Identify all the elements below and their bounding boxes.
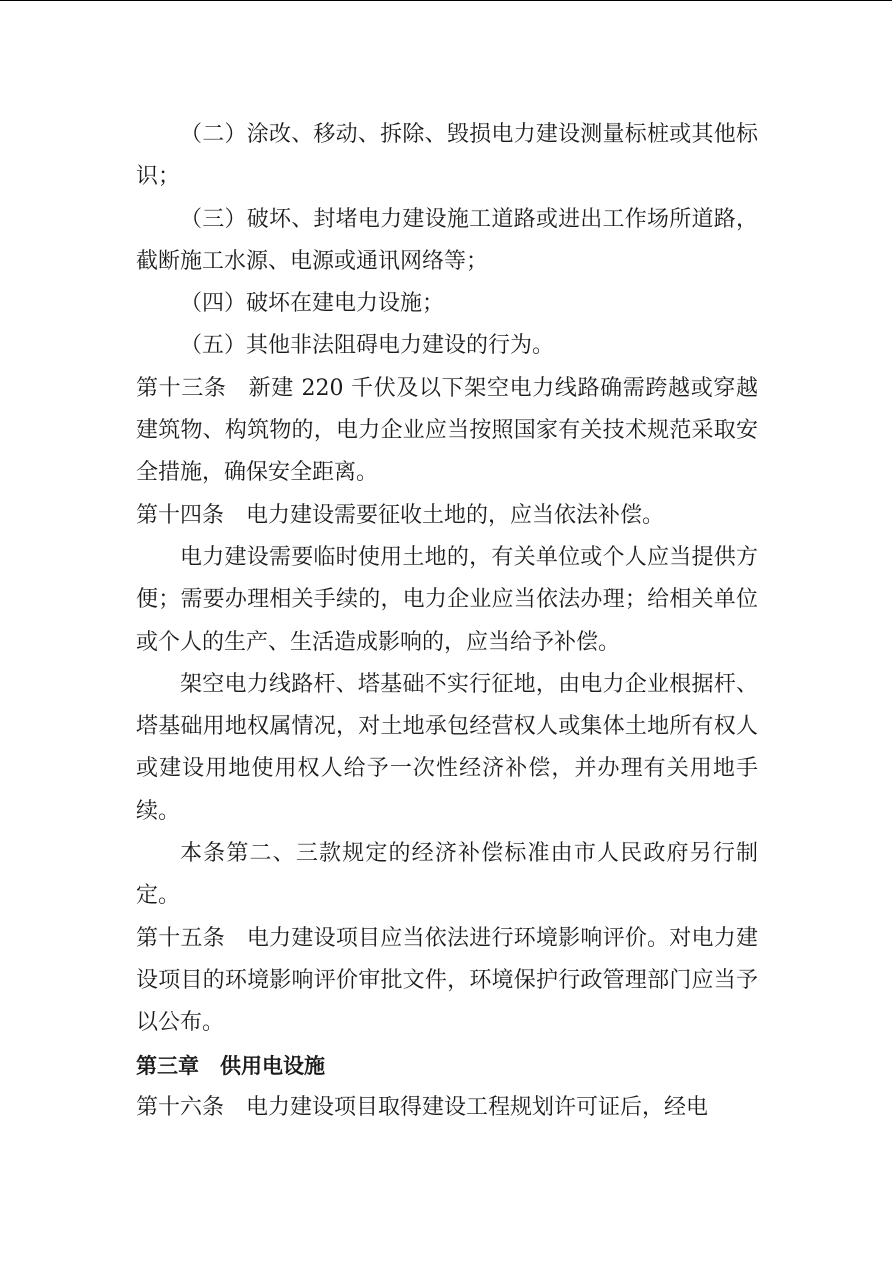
article-16 bbox=[136, 1087, 758, 1129]
article-15-text: 电力建设项目应当依法进行环境影响评价。对电力建设项目的环境影响评价审批文件，环境保护行政管理部门应当予以公布。 bbox=[136, 925, 758, 1036]
article-14-paragraph-2: 电力建设需要临时使用土地的，有关单位或个人应当提供方便；需要办理相关手续的，电力企业应当依法办理；给相关单位或个人的生产、生活造成影响的，应当给予补偿。 bbox=[136, 544, 758, 655]
list-item-3: （三）破坏、封堵电力建设施工道路或进出工作场所道路，截断施工水源、电源或通讯网络等； bbox=[136, 206, 758, 274]
article-15 bbox=[136, 918, 758, 1045]
article-16-heading: 第十六条 bbox=[136, 1094, 225, 1120]
article-15-heading: 第十五条 bbox=[136, 925, 225, 951]
list-item-4: （四）破坏在建电力设施； bbox=[180, 291, 445, 317]
chapter-title: 供用电设施 bbox=[220, 1053, 325, 1078]
article-14-text: 电力建设需要征收土地的，应当依法补偿。 bbox=[246, 502, 665, 528]
article-14-heading: 第十四条 bbox=[136, 502, 225, 528]
list-item-2: （二）涂改、移动、拆除、毁损电力建设测量标桩或其他标识； bbox=[136, 122, 758, 190]
article-13-heading: 第十三条 bbox=[136, 375, 227, 401]
article-14 bbox=[136, 495, 758, 537]
article-13 bbox=[136, 368, 758, 495]
article-14-paragraph-3: 架空电力线路杆、塔基础不实行征地，由电力企业根据杆、塔基础用地权属情况，对土地承包经营权人或集体土地所有权人或建设用地使用权人给予一次性经济补偿，并办理有关用地手续。 bbox=[136, 671, 758, 824]
list-item-5: （五）其他非法阻碍电力建设的行为。 bbox=[180, 333, 555, 359]
chapter-number: 第三章 bbox=[136, 1053, 199, 1078]
article-16-text: 电力建设项目取得建设工程规划许可证后，经电 bbox=[246, 1094, 709, 1120]
document-body bbox=[136, 114, 758, 1129]
article-13-text: 新建 220 千伏及以下架空电力线路确需跨越或穿越建筑物、构筑物的，电力企业应当按照国家有关技术规范采取安全措施，确保安全距离。 bbox=[136, 375, 758, 486]
article-14-paragraph-4: 本条第二、三款规定的经济补偿标准由市人民政府另行制定。 bbox=[136, 841, 758, 909]
chapter-heading bbox=[136, 1045, 758, 1087]
